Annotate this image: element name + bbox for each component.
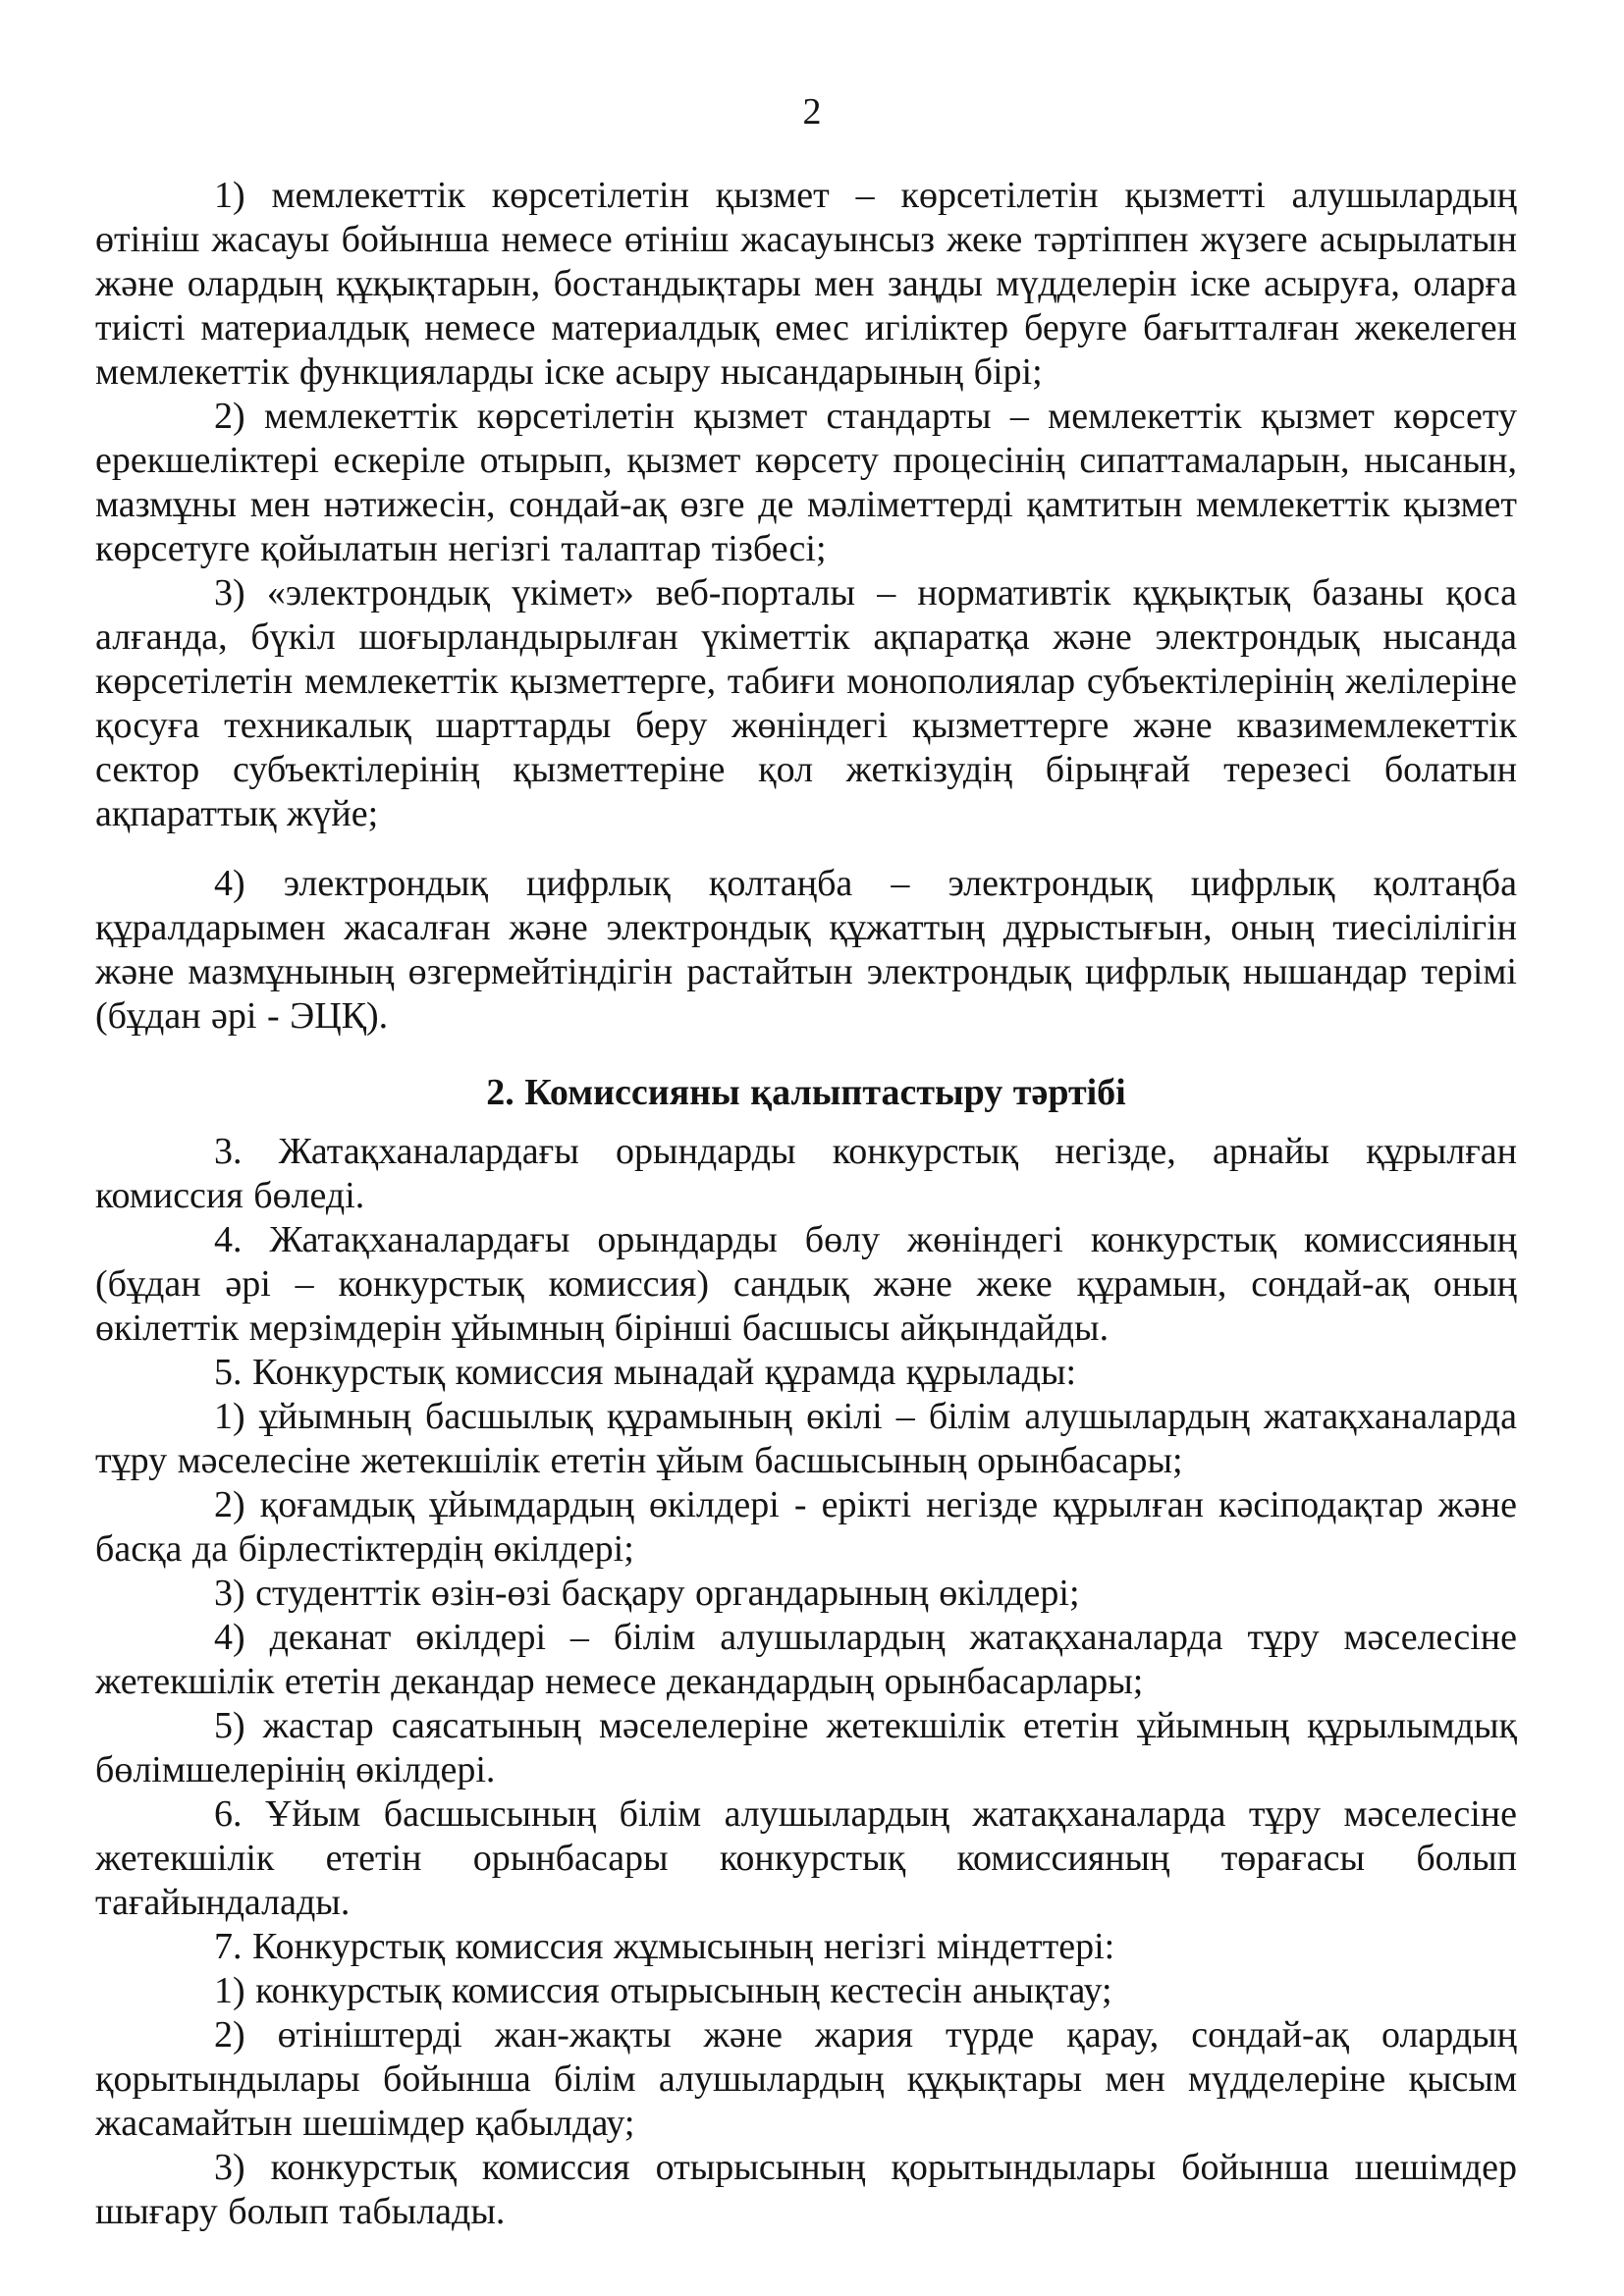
list-item-5-5: 5) жастар саясатының мәселелеріне жетекшілік ететін ұйымның құрылымдық бөлімшелерінің өкілдері. — [95, 1705, 1517, 1790]
list-item-5-4: 4) деканат өкілдері – білім алушылардың жатақханаларда тұру мәселесіне жетекшілік ететін декандар немесе декандардың орынбасарлары; — [95, 1617, 1517, 1702]
paragraph-definition-4: 4) электрондық цифрлық қолтаңба – электрондық цифрлық қолтаңба құралдарымен жасалған және электрондық құжаттың дұрыстығын, оның тиесілілігін және мазмұнының өзгермейтіндігін растайтын электрондық цифрлық нышандар терімі (бұдан әрі - ЭЦҚ). — [95, 863, 1517, 1037]
paragraph-clause-7: 7. Конкурстық комиссия жұмысының негізгі міндеттері: — [214, 1926, 1115, 1967]
list-item-7-2: 2) өтініштерді жан-жақты және жария түрде қарау, сондай-ақ олардың қорытындылары бойынша білім алушылардың құқықтары мен мүдделеріне қысым жасамайтын шешімдер қабылдау; — [95, 2014, 1517, 2144]
list-item-5-1: 1) ұйымның басшылық құрамының өкілі – білім алушылардың жатақханаларда тұру мәселесіне жетекшілік ететін ұйым басшысының орынбасары; — [95, 1396, 1517, 1481]
section-heading: 2. Комиссияны қалыптастыру тәртібі — [486, 1072, 1126, 1113]
paragraph-definition-1: 1) мемлекеттік көрсетілетін қызмет – көрсетілетін қызметті алушылардың өтініш жасауы бойынша немесе өтініш жасауынсыз жеке тәртіппен жүзеге асырылатын және олардың құқықтарын, бостандықтары мен заңды мүдделерін іске асыруға, оларға тиісті материалдық немесе материалдық емес игіліктер беруге бағытталған жекелеген мемлекеттік функцияларды іске асыру нысандарының бірі; — [95, 175, 1517, 393]
page-number: 2 — [802, 91, 822, 133]
list-item-7-1: 1) конкурстық комиссия отырысының кестесін анықтау; — [214, 1970, 1112, 2011]
paragraph-clause-5: 5. Конкурстық комиссия мынадай құрамда құрылады: — [214, 1352, 1077, 1393]
paragraph-definition-3: 3) «электрондық үкімет» веб-порталы – нормативтік құқықтық базаны қоса алғанда, бүкіл шоғырландырылған үкіметтік ақпаратқа және электрондық нысанда көрсетілетін мемлекеттік қызметтерге, табиғи монополиялар субъектілерінің желілеріне қосуға техникалық шарттарды беру жөніндегі қызметтерге және квазимемлекеттік сектор субъектілерінің қызметтеріне қол жеткізудің бірыңғай терезесі болатын ақпараттық жүйе; — [95, 572, 1517, 834]
list-item-5-2: 2) қоғамдық ұйымдардың өкілдері - ерікті негізде құрылған кәсіподақтар және басқа да бірлестіктердің өкілдері; — [95, 1484, 1517, 1570]
paragraph-clause-6: 6. Ұйым басшысының білім алушылардың жатақханаларда тұру мәселесіне жетекшілік ететін орынбасары конкурстық комиссияның төрағасы болып тағайындалады. — [95, 1793, 1517, 1923]
paragraph-clause-4: 4. Жатақханалардағы орындарды бөлу жөніндегі конкурстық комиссияның (бұдан әрі – конкурстық комиссия) сандық және жеке құрамын, сондай-ақ оның өкілеттік мерзімдерін ұйымның бірінші басшысы айқындайды. — [95, 1219, 1517, 1349]
list-item-5-3: 3) студенттік өзін-өзі басқару органдарының өкілдері; — [214, 1573, 1080, 1614]
list-item-7-3: 3) конкурстық комиссия отырысының қорытындылары бойынша шешімдер шығару болып табылады. — [95, 2147, 1517, 2232]
paragraph-clause-3: 3. Жатақханалардағы орындарды конкурстық негізде, арнайы құрылған комиссия бөледі. — [95, 1131, 1517, 1216]
document-body — [95, 174, 1517, 2234]
paragraph-definition-2: 2) мемлекеттік көрсетілетін қызмет стандарты – мемлекеттік қызмет көрсету ерекшеліктері ескеріле отырып, қызмет көрсету процесінің сипаттамаларын, нысанын, мазмұны мен нәтижесін, сондай-ақ өзге де мәліметтерді қамтитын мемлекеттік қызмет көрсетуге қойылатын негізгі талаптар тізбесі; — [95, 396, 1517, 569]
